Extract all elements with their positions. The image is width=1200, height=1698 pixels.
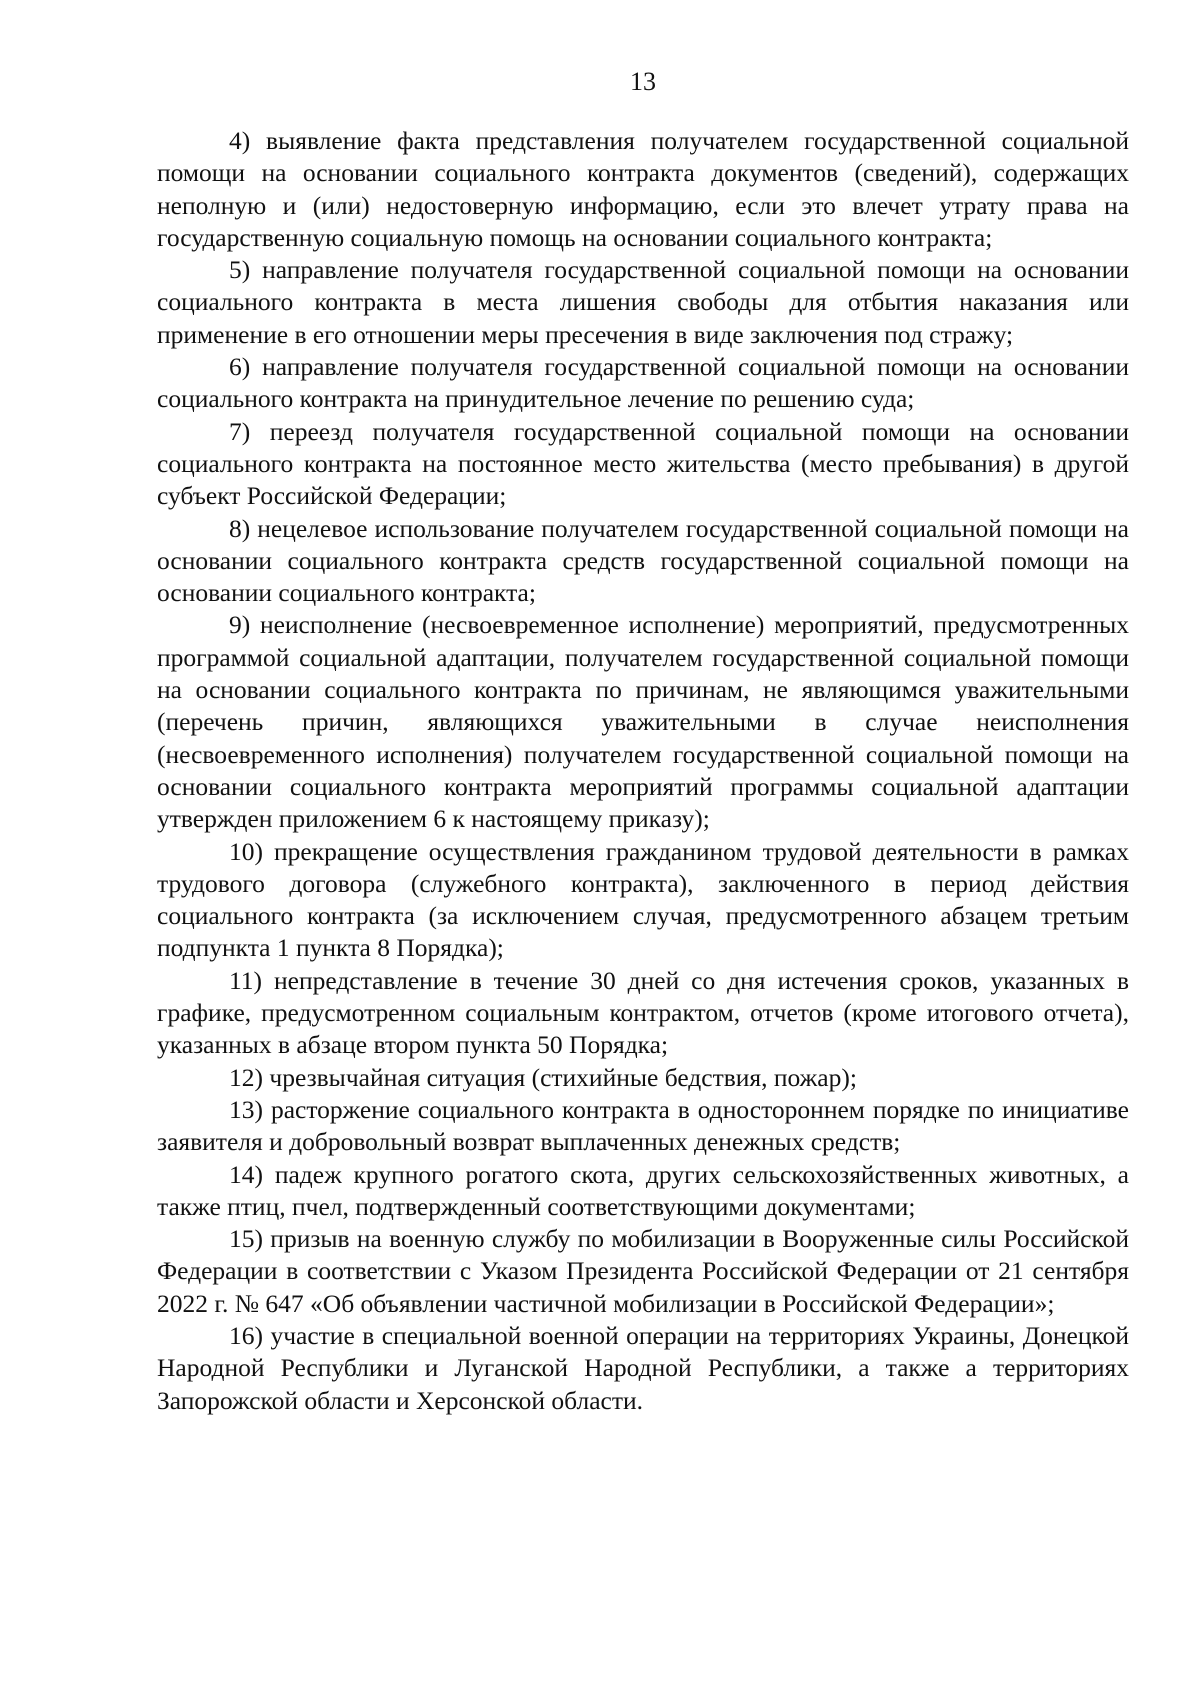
list-item: 14) падеж крупного рогатого скота, других сельскохозяйственных животных, а также птиц, пчел, подтвержденный соответствующими документами; — [157, 1159, 1129, 1221]
list-item: 12) чрезвычайная ситуация (стихийные бедствия, пожар); — [229, 1062, 857, 1092]
list-item: 16) участие в специальной военной операции на территориях Украины, Донецкой Народной Республики и Луганской Народной Республики, а также а территориях Запорожской области и Херсонской области. — [157, 1320, 1129, 1415]
list-item: 6) направление получателя государственной социальной помощи на основании социального контракта на принудительное лечение по решению суда; — [157, 352, 1129, 414]
list-item: 9) неисполнение (несвоевременное исполнение) мероприятий, предусмотренных программой социальной адаптации, получателем государственной социальной помощи на основании социального контракта по причинам, не являющимся уважительными (перечень причин, являющихся уважительными в случае неисполнения (несвоевременного исполнения) получателем государственной социальной помощи на основании социального контракта мероприятий программы социальной адаптации утвержден приложением 6 к настоящему приказу); — [157, 610, 1129, 834]
list-item: 10) прекращение осуществления гражданином трудовой деятельности в рамках трудового договора (служебного контракта), заключенного в период действия социального контракта (за исключением случая, предусмотренного абзацем третьим подпункта 1 пункта 8 Порядка); — [157, 836, 1129, 963]
list-item: 11) непредставление в течение 30 дней со дня истечения сроков, указанных в графике, предусмотренном социальным контрактом, отчетов (кроме итогового отчета), указанных в абзаце втором пункта 50 Порядка; — [157, 965, 1129, 1060]
list-item: 7) переезд получателя государственной социальной помощи на основании социального контракта на постоянное место жительства (место пребывания) в другой субъект Российской Федерации; — [157, 416, 1129, 511]
list-item: 15) призыв на военную службу по мобилизации в Вооруженные силы Российской Федерации в соответствии с Указом Президента Российской Федерации от 21 сентября 2022 г. № 647 «Об объявлении частичной мобилизации в Российской Федерации»; — [157, 1224, 1129, 1318]
document-body — [157, 125, 1129, 1417]
list-item: 4) выявление факта представления получателем государственной социальной помощи на основании социального контракта документов (сведений), содержащих неполную и (или) недостоверную информацию, если это влечет утрату права на государственную социальную помощь на основании социального контракта; — [157, 126, 1129, 252]
list-item: 5) направление получателя государственной социальной помощи на основании социального контракта в места лишения свободы для отбытия наказания или применение в его отношении меры пресечения в виде заключения под стражу; — [157, 255, 1129, 349]
page-number: 13 — [630, 67, 656, 96]
list-item: 13) расторжение социального контракта в одностороннем порядке по инициативе заявителя и добровольный возврат выплаченных денежных средств; — [157, 1094, 1129, 1157]
list-item: 8) нецелевое использование получателем государственной социальной помощи на основании социального контракта средств государственной социальной помощи на основании социального контракта; — [157, 513, 1129, 608]
